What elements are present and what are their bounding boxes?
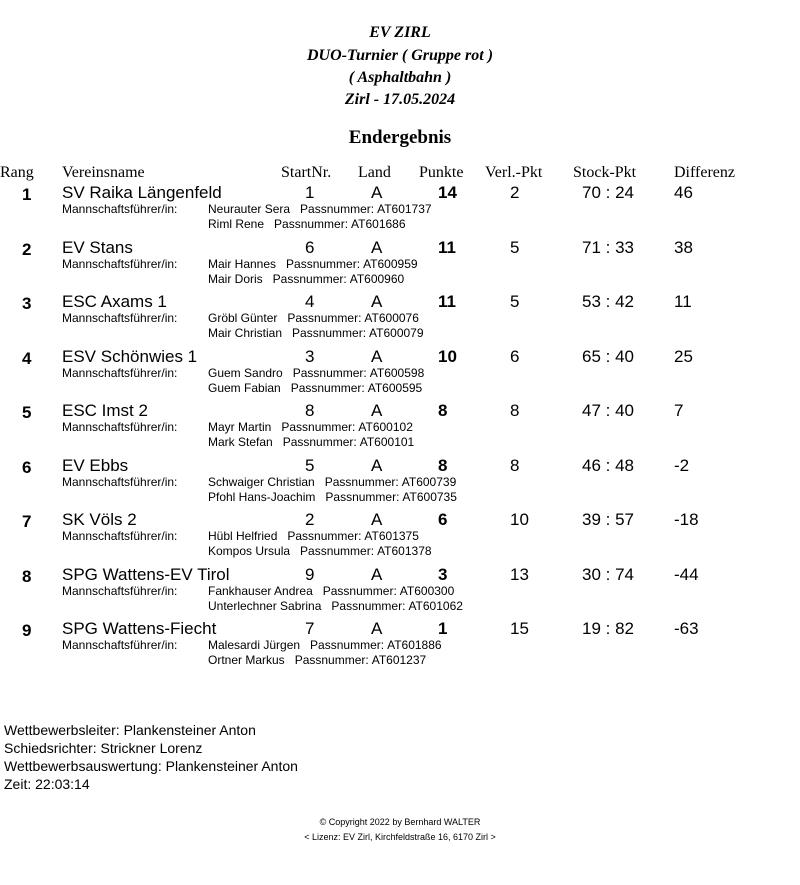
table-row bbox=[0, 456, 800, 510]
start-number: 8 bbox=[305, 401, 315, 420]
table-row bbox=[0, 183, 800, 237]
stock-points: 47 : 40 bbox=[582, 401, 634, 420]
captain-label: Mannschaftsführer/in: bbox=[62, 202, 178, 216]
start-number: 1 bbox=[305, 183, 315, 202]
pass-number: AT601237 bbox=[371, 653, 427, 667]
pass-label: Passnummer: bbox=[287, 529, 362, 543]
stock-points: 53 : 42 bbox=[582, 292, 634, 311]
loss-points: 15 bbox=[510, 619, 529, 638]
difference: 7 bbox=[674, 401, 684, 420]
table-row bbox=[0, 238, 800, 292]
points: 14 bbox=[438, 183, 457, 202]
player-line bbox=[208, 638, 442, 652]
pass-number: AT600598 bbox=[369, 365, 425, 380]
loss-points: 8 bbox=[510, 455, 520, 475]
pass-number: AT600595 bbox=[367, 380, 423, 395]
stock-points: 39 : 57 bbox=[582, 510, 634, 529]
points: 11 bbox=[438, 237, 456, 257]
player-name: Mair Hannes bbox=[208, 256, 277, 271]
tournament-title: DUO-Turnier ( Gruppe rot ) bbox=[306, 47, 494, 64]
difference: -2 bbox=[674, 455, 690, 475]
player-name: Hübl Helfried bbox=[208, 529, 278, 543]
rank-cell: 7 bbox=[22, 512, 32, 531]
captain-label: Mannschaftsführer/in: bbox=[62, 256, 178, 271]
club-name: SK Völs 2 bbox=[62, 510, 137, 529]
club-name: SPG Wattens-EV Tirol bbox=[62, 564, 230, 584]
table-row bbox=[0, 347, 800, 401]
loss-points: 13 bbox=[510, 564, 529, 584]
player-name: Schwaiger Christian bbox=[208, 474, 315, 489]
pass-label: Passnummer: bbox=[290, 380, 365, 395]
player-name: Kompos Ursula bbox=[208, 544, 291, 558]
rank-cell: 6 bbox=[22, 457, 32, 477]
start-number: 7 bbox=[305, 619, 315, 638]
pass-number: AT600735 bbox=[402, 489, 457, 504]
footer-schiedsrichter: Schiedsrichter: Strickner Lorenz bbox=[4, 740, 203, 756]
points: 8 bbox=[438, 401, 448, 420]
player-line bbox=[208, 272, 404, 286]
club-name: EV Stans bbox=[62, 237, 133, 257]
pass-label: Passnummer: bbox=[292, 365, 367, 380]
player-name: Mair Doris bbox=[208, 271, 263, 286]
club-name: SV Raika Längenfeld bbox=[62, 183, 222, 202]
player-line bbox=[208, 257, 418, 271]
player-name: Mayr Martin bbox=[208, 420, 272, 434]
land-code: A bbox=[371, 237, 383, 257]
player-line bbox=[208, 420, 413, 434]
player-line bbox=[208, 311, 419, 325]
player-name: Neurauter Sera bbox=[208, 202, 291, 216]
col-rang: Rang bbox=[0, 164, 34, 181]
pass-label: Passnummer: bbox=[300, 202, 375, 216]
player-name: Fankhauser Andrea bbox=[208, 583, 313, 598]
difference: -18 bbox=[674, 510, 699, 529]
col-stock: Stock-Pkt bbox=[573, 164, 637, 181]
loss-points: 10 bbox=[510, 510, 529, 529]
points: 3 bbox=[438, 564, 448, 584]
player-name: Ortner Markus bbox=[208, 653, 285, 667]
rank-cell: 2 bbox=[22, 239, 32, 259]
table-row bbox=[0, 292, 800, 346]
difference: -44 bbox=[674, 564, 699, 584]
pass-number: AT600739 bbox=[401, 474, 457, 489]
difference: -63 bbox=[674, 619, 699, 638]
player-name: Guem Fabian bbox=[208, 380, 281, 395]
captain-label: Mannschaftsführer/in: bbox=[62, 583, 178, 598]
loss-points: 5 bbox=[510, 237, 520, 257]
pass-number: AT601378 bbox=[377, 544, 432, 558]
rank-cell: 9 bbox=[22, 621, 32, 640]
player-line bbox=[208, 381, 422, 395]
pass-label: Passnummer: bbox=[272, 271, 347, 286]
stock-points: 30 : 74 bbox=[582, 564, 634, 584]
player-name: Pfohl Hans-Joachim bbox=[208, 489, 316, 504]
col-verein: Vereinsname bbox=[62, 164, 145, 181]
stock-points: 65 : 40 bbox=[582, 346, 634, 366]
pass-number: AT601886 bbox=[387, 638, 442, 652]
pass-label: Passnummer: bbox=[324, 474, 399, 489]
difference: 25 bbox=[674, 346, 693, 366]
loss-points: 6 bbox=[510, 346, 520, 366]
table-row bbox=[0, 565, 800, 619]
land-code: A bbox=[371, 455, 383, 475]
captain-label: Mannschaftsführer/in: bbox=[62, 529, 178, 543]
pass-number: AT601375 bbox=[364, 529, 419, 543]
pass-label: Passnummer: bbox=[322, 583, 397, 598]
org-title: EV ZIRL bbox=[369, 24, 431, 41]
pass-number: AT601737 bbox=[377, 202, 432, 216]
footer-leiter: Wettbewerbsleiter: Plankensteiner Anton bbox=[4, 722, 256, 738]
pass-label: Passnummer: bbox=[310, 638, 385, 652]
points: 10 bbox=[438, 346, 457, 366]
footer-zeit: Zeit: 22:03:14 bbox=[4, 776, 90, 792]
player-line bbox=[208, 326, 424, 340]
points: 11 bbox=[438, 292, 456, 311]
player-line bbox=[208, 217, 406, 231]
player-line bbox=[208, 599, 463, 613]
col-punkte: Punkte bbox=[419, 164, 464, 181]
captain-label: Mannschaftsführer/in: bbox=[62, 420, 178, 434]
player-line bbox=[208, 475, 456, 489]
col-verl: Verl.-Pkt bbox=[485, 164, 543, 181]
captain-label: Mannschaftsführer/in: bbox=[62, 365, 178, 380]
pass-number: AT600079 bbox=[369, 326, 424, 340]
pass-number: AT600960 bbox=[349, 271, 405, 286]
table-row bbox=[0, 619, 800, 673]
player-name: Guem Sandro bbox=[208, 365, 283, 380]
pass-label: Passnummer: bbox=[294, 653, 369, 667]
club-name: ESV Schönwies 1 bbox=[62, 346, 198, 366]
captain-label: Mannschaftsführer/in: bbox=[62, 474, 178, 489]
footer-auswertung: Wettbewerbsauswertung: Plankensteiner Anton bbox=[4, 758, 298, 774]
loss-points: 8 bbox=[510, 401, 520, 420]
captain-label: Mannschaftsführer/in: bbox=[62, 638, 178, 652]
col-diff: Differenz bbox=[674, 164, 735, 181]
player-line bbox=[208, 490, 457, 504]
land-code: A bbox=[371, 346, 383, 366]
points: 8 bbox=[438, 455, 448, 475]
table-row bbox=[0, 401, 800, 455]
player-line bbox=[208, 529, 419, 543]
pass-label: Passnummer: bbox=[325, 489, 400, 504]
pass-number: AT600959 bbox=[363, 256, 418, 271]
difference: 46 bbox=[674, 183, 693, 202]
captain-label: Mannschaftsführer/in: bbox=[62, 311, 178, 325]
pass-label: Passnummer: bbox=[286, 256, 361, 271]
start-number: 3 bbox=[305, 346, 315, 366]
copyright: © Copyright 2022 by Bernhard WALTER bbox=[319, 817, 481, 827]
player-name: Riml Rene bbox=[208, 217, 265, 231]
rank-cell: 5 bbox=[22, 403, 32, 422]
player-name: Gröbl Günter bbox=[208, 311, 278, 325]
pass-number: AT600076 bbox=[364, 311, 419, 325]
start-number: 9 bbox=[305, 564, 315, 584]
col-start: StartNr. bbox=[281, 164, 332, 181]
rank-cell: 4 bbox=[22, 348, 32, 368]
land-code: A bbox=[371, 619, 383, 638]
club-name: ESC Axams 1 bbox=[62, 292, 167, 311]
start-number: 6 bbox=[305, 237, 315, 257]
points: 1 bbox=[438, 619, 448, 638]
club-name: SPG Wattens-Fiecht bbox=[62, 619, 217, 638]
pass-number: AT600300 bbox=[399, 583, 455, 598]
player-line bbox=[208, 584, 454, 598]
pass-number: AT601062 bbox=[408, 598, 463, 613]
pass-number: AT600102 bbox=[358, 420, 413, 434]
club-name: EV Ebbs bbox=[62, 455, 129, 475]
difference: 38 bbox=[674, 237, 693, 257]
pass-label: Passnummer: bbox=[282, 435, 357, 449]
pass-label: Passnummer: bbox=[292, 326, 367, 340]
loss-points: 5 bbox=[510, 292, 520, 311]
table-row bbox=[0, 510, 800, 564]
stock-points: 71 : 33 bbox=[582, 237, 634, 257]
stock-points: 70 : 24 bbox=[582, 183, 634, 202]
loss-points: 2 bbox=[510, 183, 520, 202]
license: < Lizenz: EV Zirl, Kirchfeldstraße 16, 6170 Zirl > bbox=[304, 832, 496, 842]
rank-cell: 3 bbox=[22, 294, 32, 313]
player-line bbox=[208, 653, 426, 667]
land-code: A bbox=[371, 564, 383, 584]
rank-cell: 1 bbox=[22, 185, 32, 204]
pass-label: Passnummer: bbox=[274, 217, 349, 231]
player-line bbox=[208, 435, 414, 449]
col-land: Land bbox=[358, 164, 391, 181]
track-type: ( Asphaltbahn ) bbox=[348, 69, 452, 86]
pass-label: Passnummer: bbox=[300, 544, 375, 558]
club-name: ESC Imst 2 bbox=[62, 401, 148, 420]
pass-number: AT601686 bbox=[351, 217, 406, 231]
player-line bbox=[208, 366, 424, 380]
player-line bbox=[208, 544, 432, 558]
rank-cell: 8 bbox=[22, 566, 32, 586]
pass-label: Passnummer: bbox=[331, 598, 406, 613]
player-line bbox=[208, 202, 432, 216]
player-name: Malesardi Jürgen bbox=[208, 638, 301, 652]
pass-number: AT600101 bbox=[359, 435, 415, 449]
start-number: 2 bbox=[305, 510, 315, 529]
land-code: A bbox=[371, 510, 383, 529]
pass-label: Passnummer: bbox=[281, 420, 356, 434]
player-name: Unterlechner Sabrina bbox=[208, 598, 322, 613]
land-code: A bbox=[371, 401, 383, 420]
stock-points: 19 : 82 bbox=[582, 619, 634, 638]
pass-label: Passnummer: bbox=[287, 311, 362, 325]
difference: 11 bbox=[674, 292, 692, 311]
land-code: A bbox=[371, 183, 383, 202]
stock-points: 46 : 48 bbox=[582, 455, 634, 475]
points: 6 bbox=[438, 510, 448, 529]
player-name: Mark Stefan bbox=[208, 435, 273, 449]
start-number: 5 bbox=[305, 455, 315, 475]
start-number: 4 bbox=[305, 292, 315, 311]
land-code: A bbox=[371, 292, 383, 311]
player-name: Mair Christian bbox=[208, 326, 283, 340]
page-title: Endergebnis bbox=[348, 127, 452, 148]
event-date: Zirl - 17.05.2024 bbox=[344, 91, 456, 108]
